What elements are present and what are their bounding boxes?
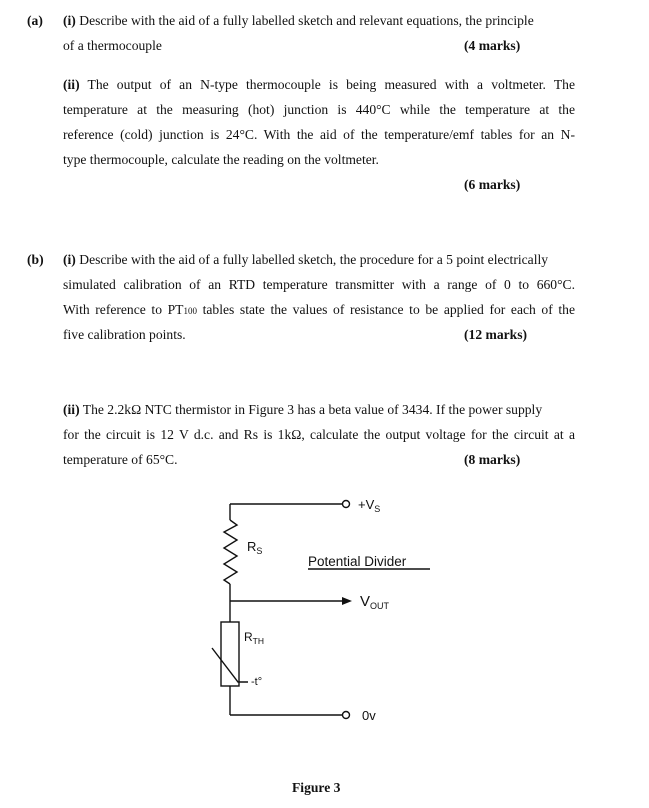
question-b-ii-text-3: temperature of 65°C. [63, 452, 178, 467]
question-a-i-marks: (4 marks) [464, 38, 521, 53]
question-a-i-text-2: of a thermocouple [63, 38, 162, 53]
ground-label: 0v [362, 708, 376, 723]
rth-subscript: TH [252, 636, 265, 646]
question-a-i-text-1: Describe with the aid of a fully labelled sketch and relevant equations, the principle [79, 13, 534, 28]
thermistor-slash [212, 648, 248, 682]
thermistor-body [221, 622, 239, 686]
vout-label [360, 593, 390, 611]
rs-resistor [224, 520, 237, 584]
question-b-i-marks: (12 marks) [464, 327, 528, 342]
rth-label [244, 630, 264, 646]
part-a-label: (a) [27, 13, 43, 28]
question-b-i-text-1: Describe with the aid of a fully labelled sketch, the procedure for a 5 point electrically [79, 252, 549, 267]
question-a-i-label: (i) [63, 13, 76, 28]
rs-label [247, 539, 262, 556]
rs-subscript: S [256, 546, 263, 556]
potential-divider-label: Potential Divider [308, 554, 407, 569]
ground-terminal [343, 712, 350, 719]
question-a-ii-label: (ii) [63, 77, 80, 92]
question-a-ii-marks: (6 marks) [464, 177, 521, 192]
rth-text: R [244, 630, 253, 644]
question-b-i-text-3b: tables state the values of resistance to be applied for each of the [196, 302, 575, 317]
question-b-i-text-3a: With reference to PT [63, 302, 184, 317]
figure-caption: Figure 3 [292, 780, 341, 795]
question-b-i-text-4: five calibration points. [63, 327, 186, 342]
question-b-ii-marks: (8 marks) [464, 452, 521, 467]
vout-subscript: OUT [370, 601, 390, 611]
question-b-i-label: (i) [63, 252, 76, 267]
question-a-ii-text-4: type thermocouple, calculate the reading on the voltmeter. [63, 152, 379, 167]
question-b-ii-text-2: for the circuit is 12 V d.c. and Rs is 1kΩ, calculate the output voltage for the circuit at a [63, 427, 575, 442]
vs-text: +V [358, 497, 375, 512]
question-b-ii-label: (ii) [63, 402, 80, 417]
rs-text: R [247, 539, 257, 554]
output-arrow-icon [342, 597, 352, 605]
pt100-subscript: 100 [183, 306, 197, 316]
question-a-ii-text-1: The output of an N-type thermocouple is being measured with a voltmeter. The [87, 77, 575, 92]
vs-label [358, 497, 380, 514]
vout-text: V [360, 593, 371, 610]
question-a-ii-text-2: temperature at the measuring (hot) junction is 440°C while the temperature at the [63, 102, 575, 117]
vs-subscript: S [374, 504, 381, 514]
question-a-ii-text-3: reference (cold) junction is 24°C. With the aid of the temperature/emf tables for an N- [63, 127, 575, 142]
temperature-label: -t° [251, 676, 263, 688]
question-b-i-text-2: simulated calibration of an RTD temperature transmitter with a range of 0 to 660°C. [63, 277, 575, 292]
question-b-ii-text-1: The 2.2kΩ NTC thermistor in Figure 3 has a beta value of 3434. If the power supply [82, 402, 543, 417]
vs-terminal [343, 501, 350, 508]
part-b-label: (b) [27, 252, 44, 267]
